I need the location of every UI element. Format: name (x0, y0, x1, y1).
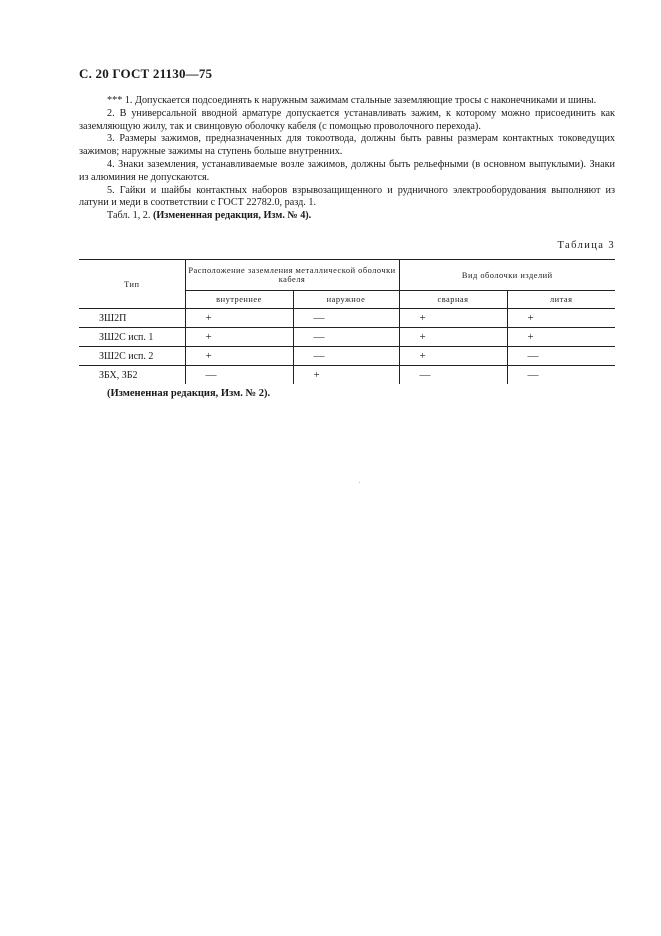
table-cell: + (399, 347, 507, 366)
row-type: ЗШ2П (79, 309, 185, 328)
table-cell: — (185, 366, 293, 385)
table-row (79, 366, 615, 385)
note-3: 3. Размеры зажимов, предназначенных для токоотвода, должны быть равны размерам контактных токоведущих зажимов; наружные зажимы на ступень больше внутренних. (79, 133, 615, 158)
amendment-reference (79, 210, 615, 223)
table-row (79, 309, 615, 328)
scan-speck (359, 482, 360, 483)
table-cell: + (507, 309, 615, 328)
data-table (79, 259, 615, 384)
note-4: 4. Знаки заземления, устанавливаемые возле зажимов, должны быть рельефными (в основном выпуклыми). Знаки из алюминия не допускаются. (79, 158, 615, 183)
table-row (79, 347, 615, 366)
column-group-shell-type: Вид оболочки изделий (399, 260, 615, 291)
table-cell: + (293, 366, 399, 385)
row-type: ЗБХ, ЗБ2 (99, 369, 138, 381)
column-header-cast: литая (507, 291, 615, 309)
column-header-external: наружное (293, 291, 399, 309)
table-cell: — (293, 347, 399, 366)
table-cell: + (399, 309, 507, 328)
column-header-internal: внутреннее (185, 291, 293, 309)
column-header-welded: сварная (399, 291, 507, 309)
page-header: С. 20 ГОСТ 21130—75 (79, 66, 213, 81)
notes-block (79, 95, 615, 223)
table-cell: + (185, 347, 293, 366)
table-cell: + (507, 328, 615, 347)
table-cell: + (185, 328, 293, 347)
amendment-prefix: Табл. 1, 2. (107, 210, 151, 222)
column-header-type: Тип (79, 260, 185, 309)
table-cell: — (507, 366, 615, 385)
row-type: ЗШ2С исп. 2 (79, 347, 185, 366)
table-cell: — (293, 328, 399, 347)
table-cell: + (399, 328, 507, 347)
footer-amendment-note: (Измененная редакция, Изм. № 2). (107, 388, 271, 399)
table-cell: — (293, 309, 399, 328)
table-row (79, 328, 615, 347)
note-2: 2. В универсальной вводной арматуре допускается устанавливать зажим, к которому можно присоединить как заземляющую жилу, так и свинцовую оболочку кабеля (с помощью проволочного перехода). (79, 107, 615, 132)
column-group-grounding: Расположение заземления металлической оболочки кабеля (185, 260, 399, 291)
table-cell: + (185, 309, 293, 328)
table-cell: — (507, 347, 615, 366)
amendment-bold: (Измененная редакция, Изм. № 4). (152, 210, 312, 222)
row-type: ЗШ2С исп. 1 (79, 328, 185, 347)
note-1: *** 1. Допускается подсоединять к наружным зажимам стальные заземляющие тросы с наконечниками и шины. (107, 95, 597, 106)
table-cell: — (399, 366, 507, 385)
note-5: 5. Гайки и шайбы контактных наборов взрывозащищенного и рудничного электрооборудования выполняют из латуни и меди в соответствии с ГОСТ 22782.0, разд. 1. (79, 184, 615, 209)
table-label: Таблица 3 (557, 240, 615, 251)
